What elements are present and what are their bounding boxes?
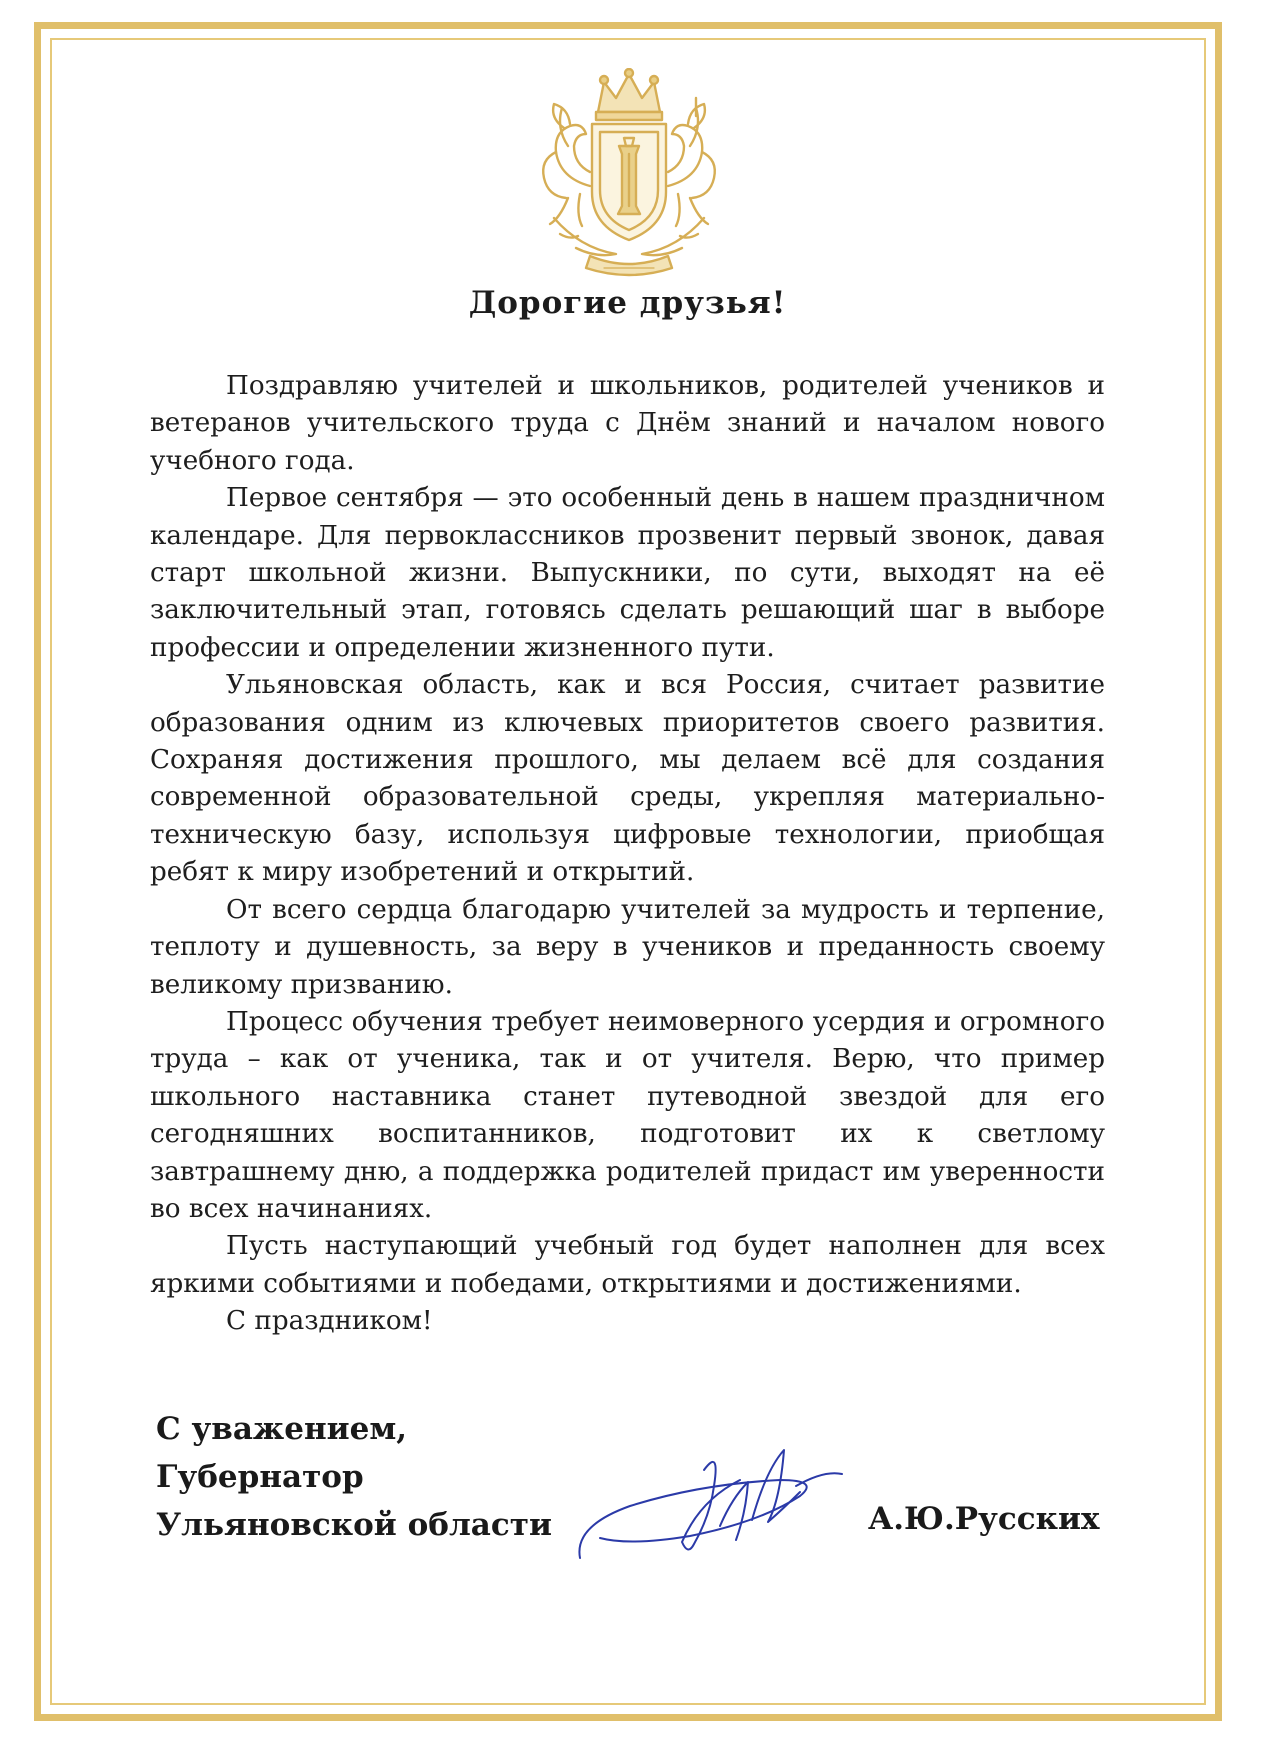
closing-line: С праздником! xyxy=(226,1306,433,1337)
paragraph-4: От всего сердца благодарю учителей за мудрость и терпение, теплоту и душевность, за веру в учеников и преданность своему великому призванию. xyxy=(150,894,1105,1000)
letter-greeting: Дорогие друзья! xyxy=(468,285,787,321)
signoff-title: Губернатор xyxy=(156,1459,364,1495)
paragraph-3: Ульяновская область, как и вся Россия, считает развитие образования одним из ключевых приоритетов своего развития. Сохраняя достижения прошлого, мы делаем всё для создания современной образовательной среды, укрепляя материально-техническую базу, используя цифровые технологии, приобщая ребят к миру изобретений и открытий. xyxy=(150,670,1105,888)
letter-body xyxy=(150,368,1105,1341)
paragraph-2: Первое сентября — это особенный день в нашем праздничном календаре. Для первоклассников прозвенит первый звонок, давая старт школьной жизни. Выпускники, по сути, выходят на её заключительный этап, готовясь сделать решающий шаг в выборе профессии и определении жизненного пути. xyxy=(150,483,1105,663)
signatory-name: А.Ю.Русских xyxy=(868,1501,1100,1537)
coat-of-arms-icon xyxy=(520,68,738,284)
signoff-region: Ульяновской области xyxy=(156,1507,552,1543)
signoff-regards: С уважением, xyxy=(156,1411,408,1447)
paragraph-5: Процесс обучения требует неимоверного усердия и огромного труда – как от ученика, так и от учителя. Верю, что пример школьного наставника станет путеводной звездой для его сегодняшних воспитанников, подготовит их к светлому завтрашнему дню, а поддержка родителей придаст им уверенности во всех начинаниях. xyxy=(150,1006,1105,1224)
signature-image xyxy=(570,1440,870,1580)
paragraph-6: Пусть наступающий учебный год будет наполнен для всех яркими событиями и победами, открытиями и достижениями. xyxy=(150,1231,1105,1299)
signoff-block xyxy=(156,1405,552,1549)
paragraph-1: Поздравляю учителей и школьников, родителей учеников и ветеранов учительского труда с Днём знаний и началом нового учебного года. xyxy=(150,371,1105,476)
